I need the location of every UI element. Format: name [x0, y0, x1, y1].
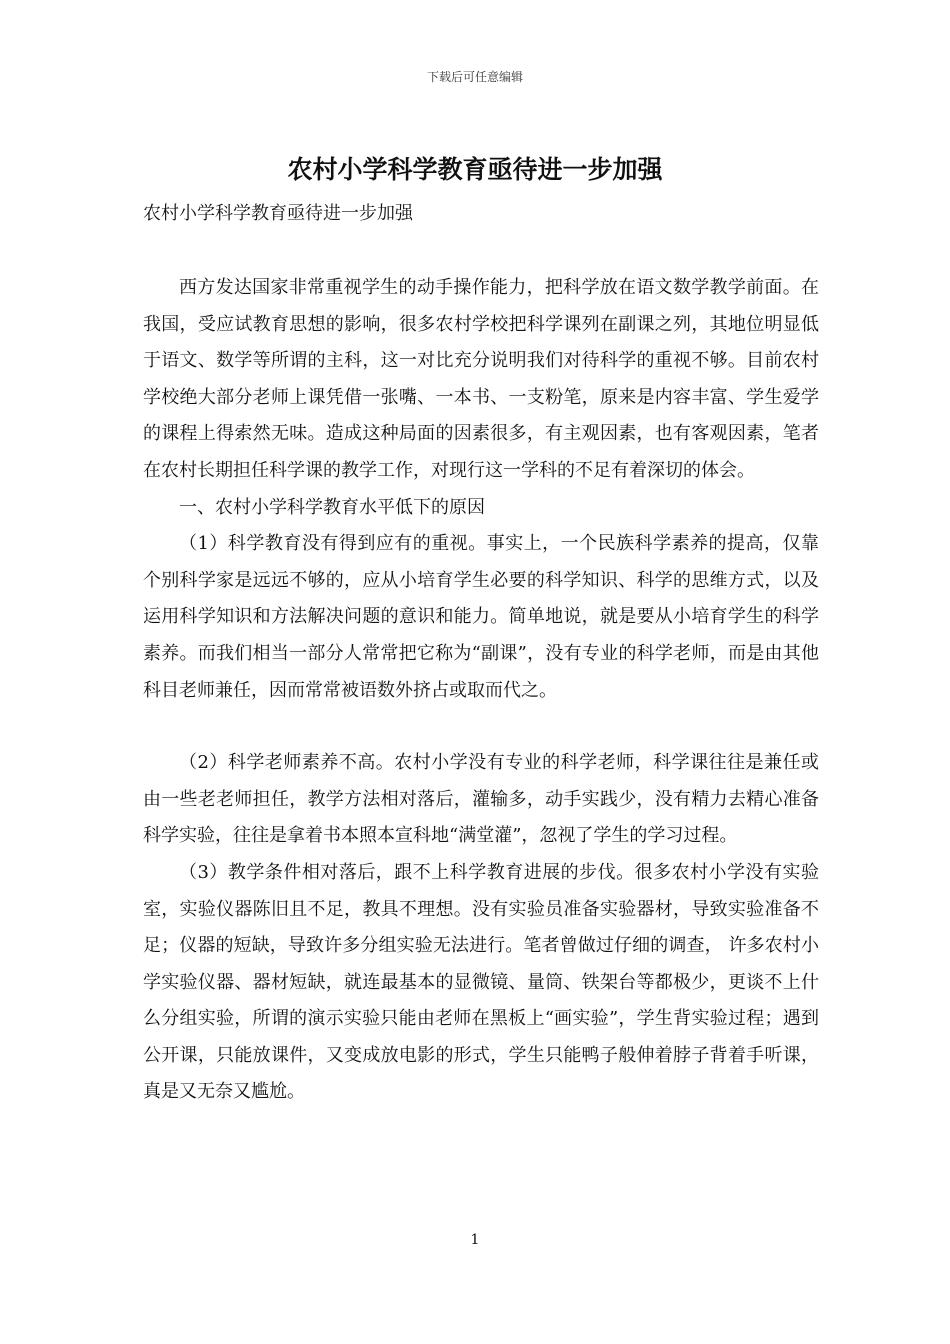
paragraph-intro: 西方发达国家非常重视学生的动手操作能力，把科学放在语文数学教学前面。在我国，受应试教育思想的影响，很多农村学校把科学课列在副课之列，其地位明显低于语文、数学等所谓的主科，这一对比充分说明我们对待科学的重视不够。目前农村学校绝大部分老师上课凭借一张嘴、一本书、一支粉笔，原来是内容丰富、学生爱学的课程上得索然无味。造成这种局面的因素很多，有主观因素，也有客观因素，笔者在农村长期担任科学课的教学工作，对现行这一学科的不足有着深切的体会。	[143, 277, 819, 481]
paragraph-reason-1: （1）科学教育没有得到应有的重视。事实上，一个民族科学素养的提高，仅靠个别科学家是远远不够的，应从小培育学生必要的科学知识、科学的思维方式，以及运用科学知识和方法解决问题的意识和能力。简单地说，就是要从小培育学生的科学素养。而我们相当一部分人常常把它称为“副课”，没有专业的科学老师，而是由其他科目老师兼任，因而常常被语数外挤占或取而代之。	[143, 533, 819, 701]
document-body	[143, 270, 819, 1111]
paragraph-reason-3: （3）教学条件相对落后，跟不上科学教育进展的步伐。很多农村小学没有实验室，实验仪器陈旧且不足，教具不理想。没有实验员准备实验器材，导致实验准备不足；仪器的短缺，导致许多分组实验无法进行。笔者曾做过仔细的调查， 许多农村小学实验仪器、器材短缺，就连最基本的显微镜、量筒、铁架台等都极少，更谈不上什么分组实验，所谓的演示实验只能由老师在黑板上“画实验”，学生背实验过程；遇到公开课，只能放课件，又变成放电影的形式，学生只能鸭子般伸着脖子背着手听课，真是又无奈又尴尬。	[143, 861, 819, 1103]
document-subtitle: 农村小学科学教育亟待进一步加强	[143, 203, 413, 224]
paragraph-reason-2: （2）科学老师素养不高。农村小学没有专业的科学老师，科学课往往是兼任或由一些老老师担任，教学方法相对落后，灌输多，动手实践少，没有精力去精心准备科学实验，往往是拿着书本照本宣科地“满堂灌”，忽视了学生的学习过程。	[143, 752, 819, 847]
page-number: 1	[470, 1232, 480, 1248]
section-heading-1: 一、农村小学科学教育水平低下的原因	[179, 496, 485, 518]
paragraph-spacer	[143, 709, 819, 745]
document-title: 农村小学科学教育亟待进一步加强	[287, 155, 663, 184]
header-note: 下载后可任意编辑	[426, 70, 523, 84]
